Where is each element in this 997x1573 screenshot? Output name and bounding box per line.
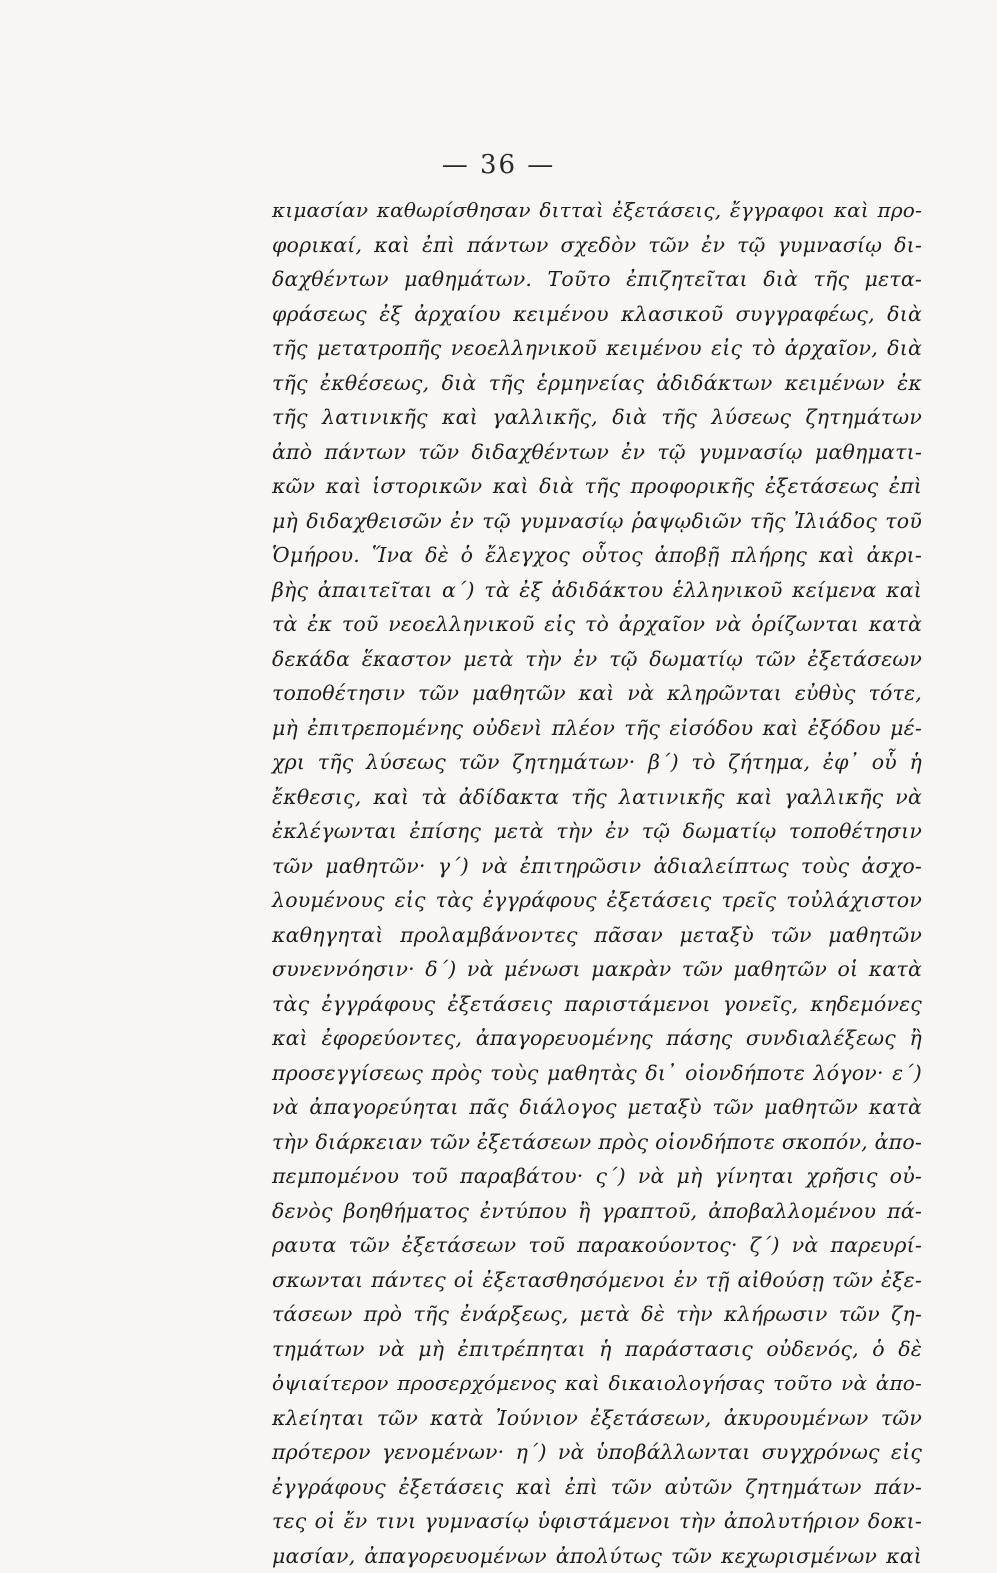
page-number: — 36 — — [0, 150, 997, 180]
text-line: δαχθέντων μαθημάτων. Τοῦτο ἐπιζητεῖται διὰ τῆς μετα- — [272, 262, 922, 297]
text-line: χρι τῆς λύσεως τῶν ζητημάτων· β΄) τὸ ζήτημα, ἐφ᾽ οὗ ἡ — [272, 745, 922, 780]
text-line: προσεγγίσεως πρὸς τοὺς μαθητὰς δι᾽ οἱονδήποτε λόγον· ε΄) — [272, 1056, 922, 1091]
text-line: Ὁμήρου. Ἵνα δὲ ὁ ἔλεγχος οὗτος ἀποβῇ πλήρης καὶ ἀκρι- — [272, 538, 922, 573]
text-line: τὰ ἐκ τοῦ νεοελληνικοῦ εἰς τὸ ἀρχαῖον νὰ ὁρίζωνται κατὰ — [272, 607, 922, 642]
body-text — [272, 193, 922, 1573]
text-line: φορικαί, καὶ ἐπὶ πάντων σχεδὸν τῶν ἐν τῷ γυμνασίῳ δι- — [272, 228, 922, 263]
text-line: ραυτα τῶν ἐξετάσεων τοῦ παρακούοντος· ζ΄) νὰ παρευρί- — [272, 1228, 922, 1263]
text-line: τημάτων νὰ μὴ ἐπιτρέπηται ἡ παράστασις οὐδενός, ὁ δὲ — [272, 1332, 922, 1367]
text-line: ἀπὸ πάντων τῶν διδαχθέντων ἐν τῷ γυμνασίῳ μαθηματι- — [272, 435, 922, 470]
text-line: μασίαν, ἀπαγορευομένων ἀπολύτως τῶν κεχωρισμένων καὶ — [272, 1539, 922, 1573]
text-line: καὶ ἐφορεύοντες, ἀπαγορευομένης πάσης συνδιαλέξεως ἢ — [272, 1021, 922, 1056]
text-line: τὴν διάρκειαν τῶν ἐξετάσεων πρὸς οἱονδήποτε σκοπόν, ἀπο- — [272, 1125, 922, 1160]
text-line: ἐκλέγωνται ἐπίσης μετὰ τὴν ἐν τῷ δωματίῳ τοποθέτησιν — [272, 814, 922, 849]
text-line: πρότερον γενομένων· η΄) νὰ ὑποβάλλωνται συγχρόνως εἰς — [272, 1435, 922, 1470]
text-line: σκωνται πάντες οἱ ἐξετασθησόμενοι ἐν τῇ αἰθούσῃ τῶν ἐξε- — [272, 1263, 922, 1298]
text-line: κλείηται τῶν κατὰ Ἰούνιον ἐξετάσεων, ἀκυρουμένων τῶν — [272, 1401, 922, 1436]
text-line: ἔκθεσις, καὶ τὰ ἀδίδακτα τῆς λατινικῆς καὶ γαλλικῆς νὰ — [272, 780, 922, 815]
text-line: νὰ ἀπαγορεύηται πᾶς διάλογος μεταξὺ τῶν μαθητῶν κατὰ — [272, 1090, 922, 1125]
text-line: μὴ διδαχθεισῶν ἐν τῷ γυμνασίῳ ῥαψῳδιῶν τῆς Ἰλιάδος τοῦ — [272, 504, 922, 539]
text-line: πεμπομένου τοῦ παραβάτου· ς΄) νὰ μὴ γίνηται χρῆσις οὐ- — [272, 1159, 922, 1194]
text-line: τῆς ἐκθέσεως, διὰ τῆς ἑρμηνείας ἀδιδάκτων κειμένων ἐκ — [272, 366, 922, 401]
text-line: τάσεων πρὸ τῆς ἐνάρξεως, μετὰ δὲ τὴν κλήρωσιν τῶν ζη- — [272, 1297, 922, 1332]
text-line: λουμένους εἰς τὰς ἐγγράφους ἐξετάσεις τρεῖς τοὐλάχιστον — [272, 883, 922, 918]
text-line: συνεννόησιν· δ΄) νὰ μένωσι μακρὰν τῶν μαθητῶν οἱ κατὰ — [272, 952, 922, 987]
text-line: δενὸς βοηθήματος ἐντύπου ἢ γραπτοῦ, ἀποβαλλομένου πά- — [272, 1194, 922, 1229]
text-line: τὰς ἐγγράφους ἐξετάσεις παριστάμενοι γονεῖς, κηδεμόνες — [272, 987, 922, 1022]
text-line: τῆς λατινικῆς καὶ γαλλικῆς, διὰ τῆς λύσεως ζητημάτων — [272, 400, 922, 435]
text-line: κῶν καὶ ἱστορικῶν καὶ διὰ τῆς προφορικῆς ἐξετάσεως ἐπὶ — [272, 469, 922, 504]
text-line: τες οἱ ἔν τινι γυμνασίῳ ὑφιστάμενοι τὴν ἀπολυτήριον δοκι- — [272, 1504, 922, 1539]
text-line: κιμασίαν καθωρίσθησαν διτταὶ ἐξετάσεις, ἔγγραφοι καὶ προ- — [272, 193, 922, 228]
text-line: ὀψιαίτερον προσερχόμενος καὶ δικαιολογήσας τοῦτο νὰ ἀπο- — [272, 1366, 922, 1401]
text-line: δεκάδα ἕκαστον μετὰ τὴν ἐν τῷ δωματίῳ τῶν ἐξετάσεων — [272, 642, 922, 677]
text-line: μὴ ἐπιτρεπομένης οὐδενὶ πλέον τῆς εἰσόδου καὶ ἐξόδου μέ- — [272, 711, 922, 746]
text-line: τοποθέτησιν τῶν μαθητῶν καὶ νὰ κληρῶνται εὐθὺς τότε, — [272, 676, 922, 711]
text-line: ἐγγράφους ἐξετάσεις καὶ ἐπὶ τῶν αὐτῶν ζητημάτων πάν- — [272, 1470, 922, 1505]
text-line: βὴς ἀπαιτεῖται α΄) τὰ ἐξ ἀδιδάκτου ἑλληνικοῦ κείμενα καὶ — [272, 573, 922, 608]
text-line: καθηγηταὶ προλαμβάνοντες πᾶσαν μεταξὺ τῶν μαθητῶν — [272, 918, 922, 953]
text-line: φράσεως ἐξ ἀρχαίου κειμένου κλασικοῦ συγγραφέως, διὰ — [272, 297, 922, 332]
text-line: τῶν μαθητῶν· γ΄) νὰ ἐπιτηρῶσιν ἀδιαλείπτως τοὺς ἀσχο- — [272, 849, 922, 884]
text-line: τῆς μετατροπῆς νεοελληνικοῦ κειμένου εἰς τὸ ἀρχαῖον, διὰ — [272, 331, 922, 366]
